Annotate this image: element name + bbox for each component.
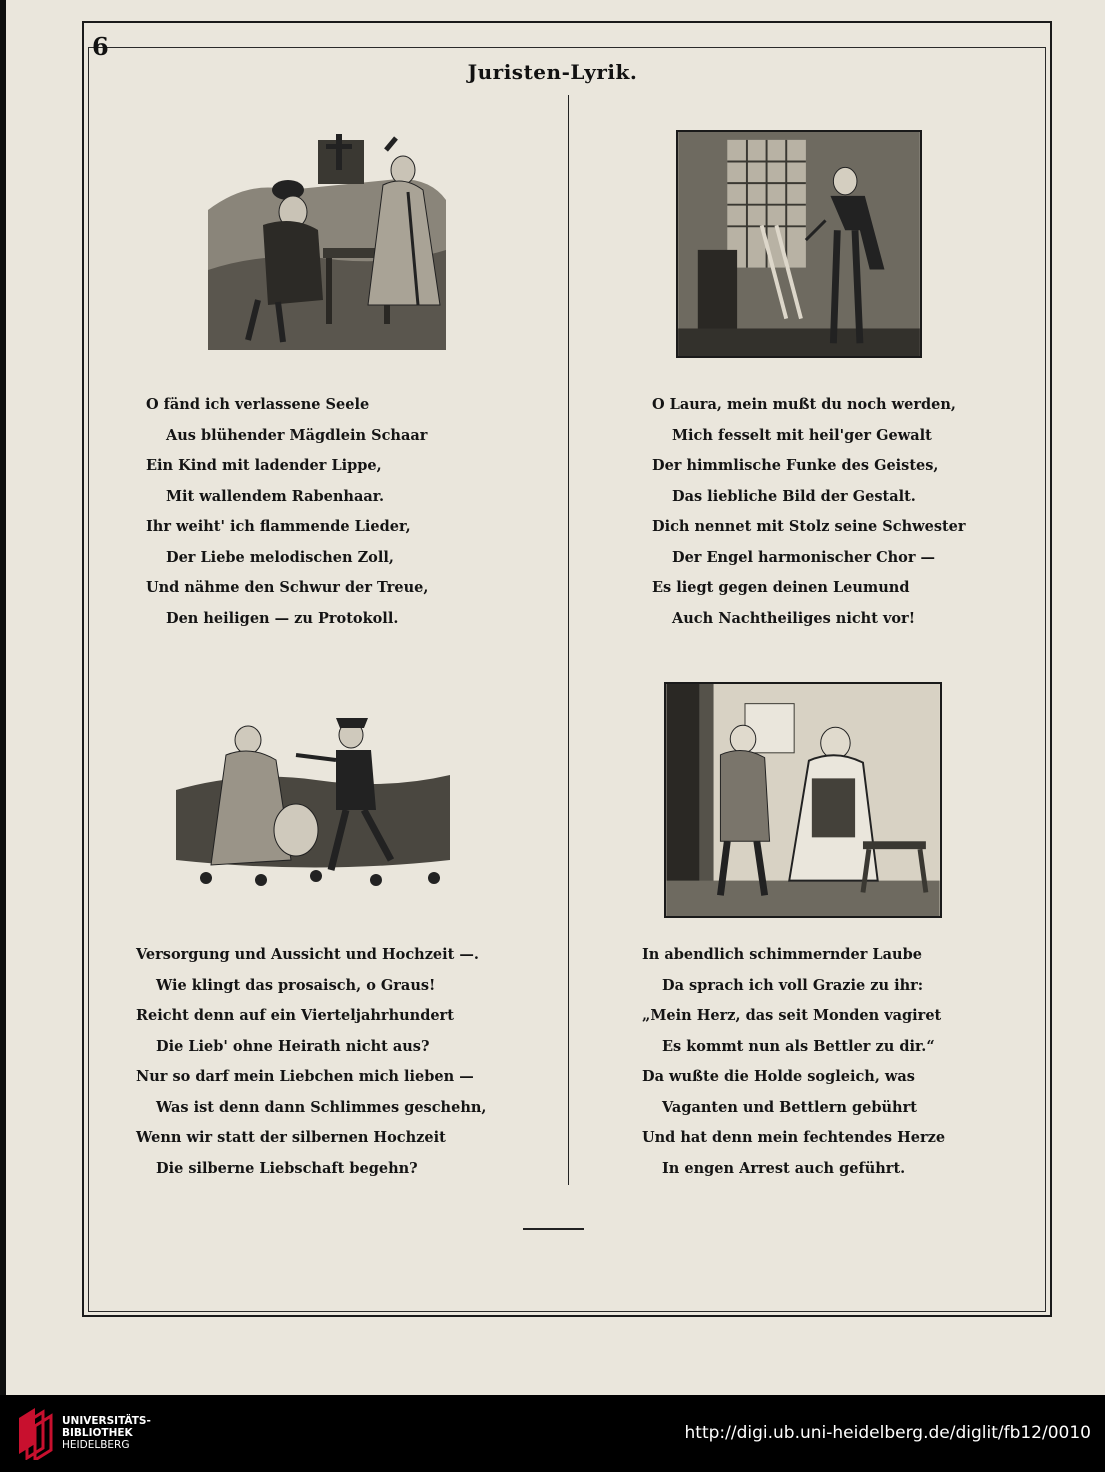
poem-line: Ein Kind mit ladender Lippe,: [146, 457, 382, 474]
poem-line: Die Lieb' ohne Heirath nicht aus?: [156, 1037, 430, 1055]
poem-line: O fänd ich verlassene Seele: [146, 396, 370, 413]
poem-line: Wie klingt das prosaisch, o Graus!: [156, 976, 436, 994]
poem-line: Ihr weiht' ich flammende Lieder,: [146, 518, 411, 535]
poem-line: Die silberne Liebschaft begehn?: [156, 1159, 418, 1177]
poem-line: Das liebliche Bild der Gestalt.: [672, 487, 916, 505]
poem-1: [146, 390, 428, 634]
poem-line: Der Engel harmonischer Chor —: [672, 548, 936, 566]
poem-line: Da wußte die Holde sogleich, was: [642, 1068, 915, 1085]
kitchen-engraving: [666, 684, 940, 916]
poem-line: Vaganten und Bettlern gebührt: [662, 1098, 917, 1116]
running-title: Juristen-Lyrik.: [467, 60, 638, 84]
library-name-line: BIBLIOTHEK: [62, 1427, 133, 1439]
poem-line: Reicht denn auf ein Vierteljahrhundert: [136, 1007, 454, 1024]
poem-line: Was ist denn dann Schlimmes geschehn,: [156, 1098, 487, 1116]
library-logo-icon[interactable]: [13, 1404, 55, 1460]
poem-line: Und hat denn mein fechtendes Herze: [642, 1129, 946, 1146]
illustration-dancing-couple: [176, 700, 450, 890]
library-name-line: UNIVERSITÄTS-: [62, 1415, 151, 1427]
poem-line: Der himmlische Funke des Geistes,: [652, 457, 939, 474]
poem-line: Den heiligen — zu Protokoll.: [166, 609, 399, 627]
poem-line: Aus blühender Mägdlein Schaar: [166, 426, 428, 444]
poem-line: In abendlich schimmernder Laube: [642, 946, 922, 963]
poem-line: Wenn wir statt der silbernen Hochzeit: [136, 1129, 446, 1146]
column-divider: [568, 95, 569, 1185]
poem-line: Es liegt gegen deinen Leumund: [652, 579, 910, 596]
permalink-url[interactable]: http://digi.ub.uni-heidelberg.de/diglit/fb12/0010: [684, 1423, 1091, 1443]
illustration-gentleman-with-lorgnette: [676, 130, 922, 358]
poem-4: [642, 940, 945, 1184]
poem-3: [136, 940, 486, 1184]
illustration-kitchen-scene: [664, 682, 942, 918]
illustration-scribe-and-woman: [208, 120, 446, 350]
end-rule: [523, 1228, 584, 1230]
poem-line: Und nähme den Schwur der Treue,: [146, 579, 429, 596]
library-name[interactable]: [62, 1415, 151, 1451]
poem-line: Dich nennet mit Stolz seine Schwester: [652, 518, 966, 535]
poem-line: Der Liebe melodischen Zoll,: [166, 548, 394, 566]
poem-line: O Laura, mein mußt du noch werden,: [652, 396, 956, 413]
gentleman-engraving: [678, 132, 920, 356]
poem-line: Versorgung und Aussicht und Hochzeit —.: [136, 946, 479, 963]
poem-line: Mich fesselt mit heil'ger Gewalt: [672, 426, 932, 444]
library-name-line: HEIDELBERG: [62, 1439, 130, 1451]
poem-2: [652, 390, 966, 634]
poem-line: Es kommt nun als Bettler zu dir.“: [662, 1037, 935, 1055]
poem-line: Nur so darf mein Liebchen mich lieben —: [136, 1068, 474, 1085]
poem-line: In engen Arrest auch geführt.: [662, 1159, 906, 1177]
dance-engraving: [176, 700, 450, 890]
poem-line: „Mein Herz, das seit Monden vagiret: [642, 1007, 942, 1024]
scribe-engraving: [208, 120, 446, 350]
poem-line: Da sprach ich voll Grazie zu ihr:: [662, 976, 924, 994]
poem-line: Mit wallendem Rabenhaar.: [166, 487, 385, 505]
poem-line: Auch Nachtheiliges nicht vor!: [672, 609, 916, 627]
page-number: 6: [92, 32, 109, 61]
